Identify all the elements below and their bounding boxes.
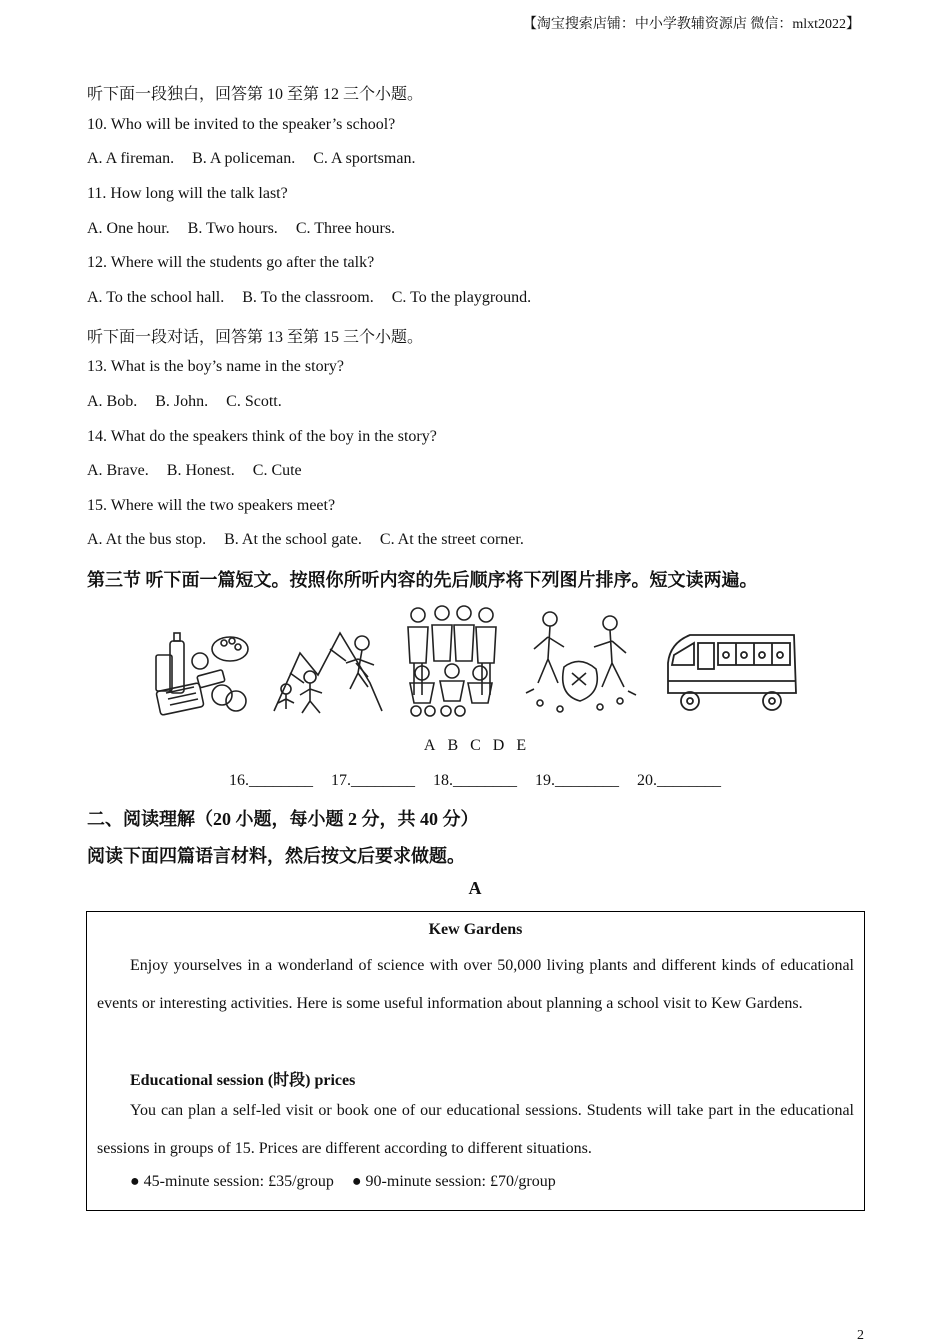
- page-header: 【淘宝搜索店铺：中小学教辅资源店 微信：mlxt2022】: [522, 17, 860, 32]
- question-13: 13. What is the boy’s name in the story?: [87, 358, 344, 375]
- section-a-heading: A: [468, 878, 482, 898]
- options-15: [87, 531, 538, 549]
- bus-picture: [660, 603, 800, 721]
- blank-18[interactable]: 18.________: [433, 772, 517, 789]
- cleaning-picture: [520, 603, 640, 721]
- question-12: 12. Where will the students go after the talk?: [87, 254, 375, 271]
- picture-row: [150, 603, 800, 723]
- blank-19[interactable]: 19.________: [535, 772, 619, 789]
- options-11: [87, 220, 409, 238]
- section-3-instruction: 第三节 听下面一篇短文。按照你所听内容的先后顺序将下列图片排序。短文读两遍。: [87, 570, 758, 590]
- picture-letters: [0, 737, 950, 755]
- options-13: [87, 393, 296, 411]
- instruction-monologue: 听下面一段独白，回答第 10 至第 12 三个小题。: [87, 86, 424, 103]
- instruction-dialogue: 听下面一段对话，回答第 13 至第 15 三个小题。: [87, 329, 424, 346]
- price-item: ● 45-minute session: £35/group: [130, 1173, 334, 1190]
- food-picture: [150, 603, 255, 721]
- option-b: B. At the school gate.: [224, 531, 362, 548]
- options-12: [87, 289, 545, 307]
- option-b: B. Honest.: [166, 462, 235, 479]
- mountain-picture: [270, 603, 385, 721]
- passage-title: Kew Gardens: [428, 921, 523, 938]
- question-11: 11. How long will the talk last?: [87, 185, 288, 202]
- blank-20[interactable]: 20.________: [637, 772, 721, 789]
- option-a: A. Brave.: [87, 462, 149, 479]
- blank-17[interactable]: 17.________: [331, 772, 415, 789]
- options-14: [87, 462, 316, 480]
- option-b: B. A policeman.: [192, 150, 296, 167]
- option-a: A. A fireman.: [87, 150, 175, 167]
- passage-box: [86, 911, 865, 1211]
- group-photo-picture: [400, 603, 505, 721]
- letter-b: B: [447, 737, 459, 754]
- question-15: 15. Where will the two speakers meet?: [87, 497, 336, 514]
- option-c: C. Three hours.: [295, 220, 396, 237]
- option-b: B. John.: [155, 393, 209, 410]
- passage-paragraph-2: You can plan a self-led visit or book one of our educational sessions. Students will take part in the educational sessions in groups of 15. Prices are different according to different situations.: [97, 1102, 854, 1157]
- part-2-instruction: 阅读下面四篇语言材料，然后按文后要求做题。: [87, 846, 465, 866]
- option-c: C. Cute: [252, 462, 302, 479]
- option-a: A. To the school hall.: [87, 289, 225, 306]
- blank-16[interactable]: 16.________: [229, 772, 313, 789]
- option-b: B. To the classroom.: [242, 289, 374, 306]
- option-b: B. Two hours.: [187, 220, 278, 237]
- letter-e: E: [516, 737, 527, 754]
- letter-c: C: [470, 737, 481, 754]
- question-10: 10. Who will be invited to the speaker’s school?: [87, 116, 396, 133]
- part-2-title: 二、阅读理解（20 小题，每小题 2 分，共 40 分）: [87, 809, 479, 829]
- letter-d: D: [492, 737, 505, 754]
- option-c: C. A sportsman.: [313, 150, 416, 167]
- passage-subheading: Educational session (时段) prices: [130, 1072, 356, 1089]
- page-number: 2: [857, 1328, 864, 1343]
- option-a: A. Bob.: [87, 393, 138, 410]
- option-c: C. To the playground.: [391, 289, 532, 306]
- answer-blanks: [0, 772, 950, 790]
- option-a: A. At the bus stop.: [87, 531, 207, 548]
- option-a: A. One hour.: [87, 220, 170, 237]
- option-c: C. At the street corner.: [379, 531, 524, 548]
- price-list: [130, 1173, 574, 1191]
- passage-paragraph-1: Enjoy yourselves in a wonderland of science with over 50,000 living plants and different kinds of educational events or interesting activities. Here is some useful information about planning a school visit to Kew Gardens.: [97, 957, 854, 1012]
- question-14: 14. What do the speakers think of the boy in the story?: [87, 428, 437, 445]
- letter-a: A: [423, 737, 436, 754]
- option-c: C. Scott.: [226, 393, 282, 410]
- price-item: ● 90-minute session: £70/group: [351, 1173, 556, 1190]
- options-10: [87, 150, 429, 168]
